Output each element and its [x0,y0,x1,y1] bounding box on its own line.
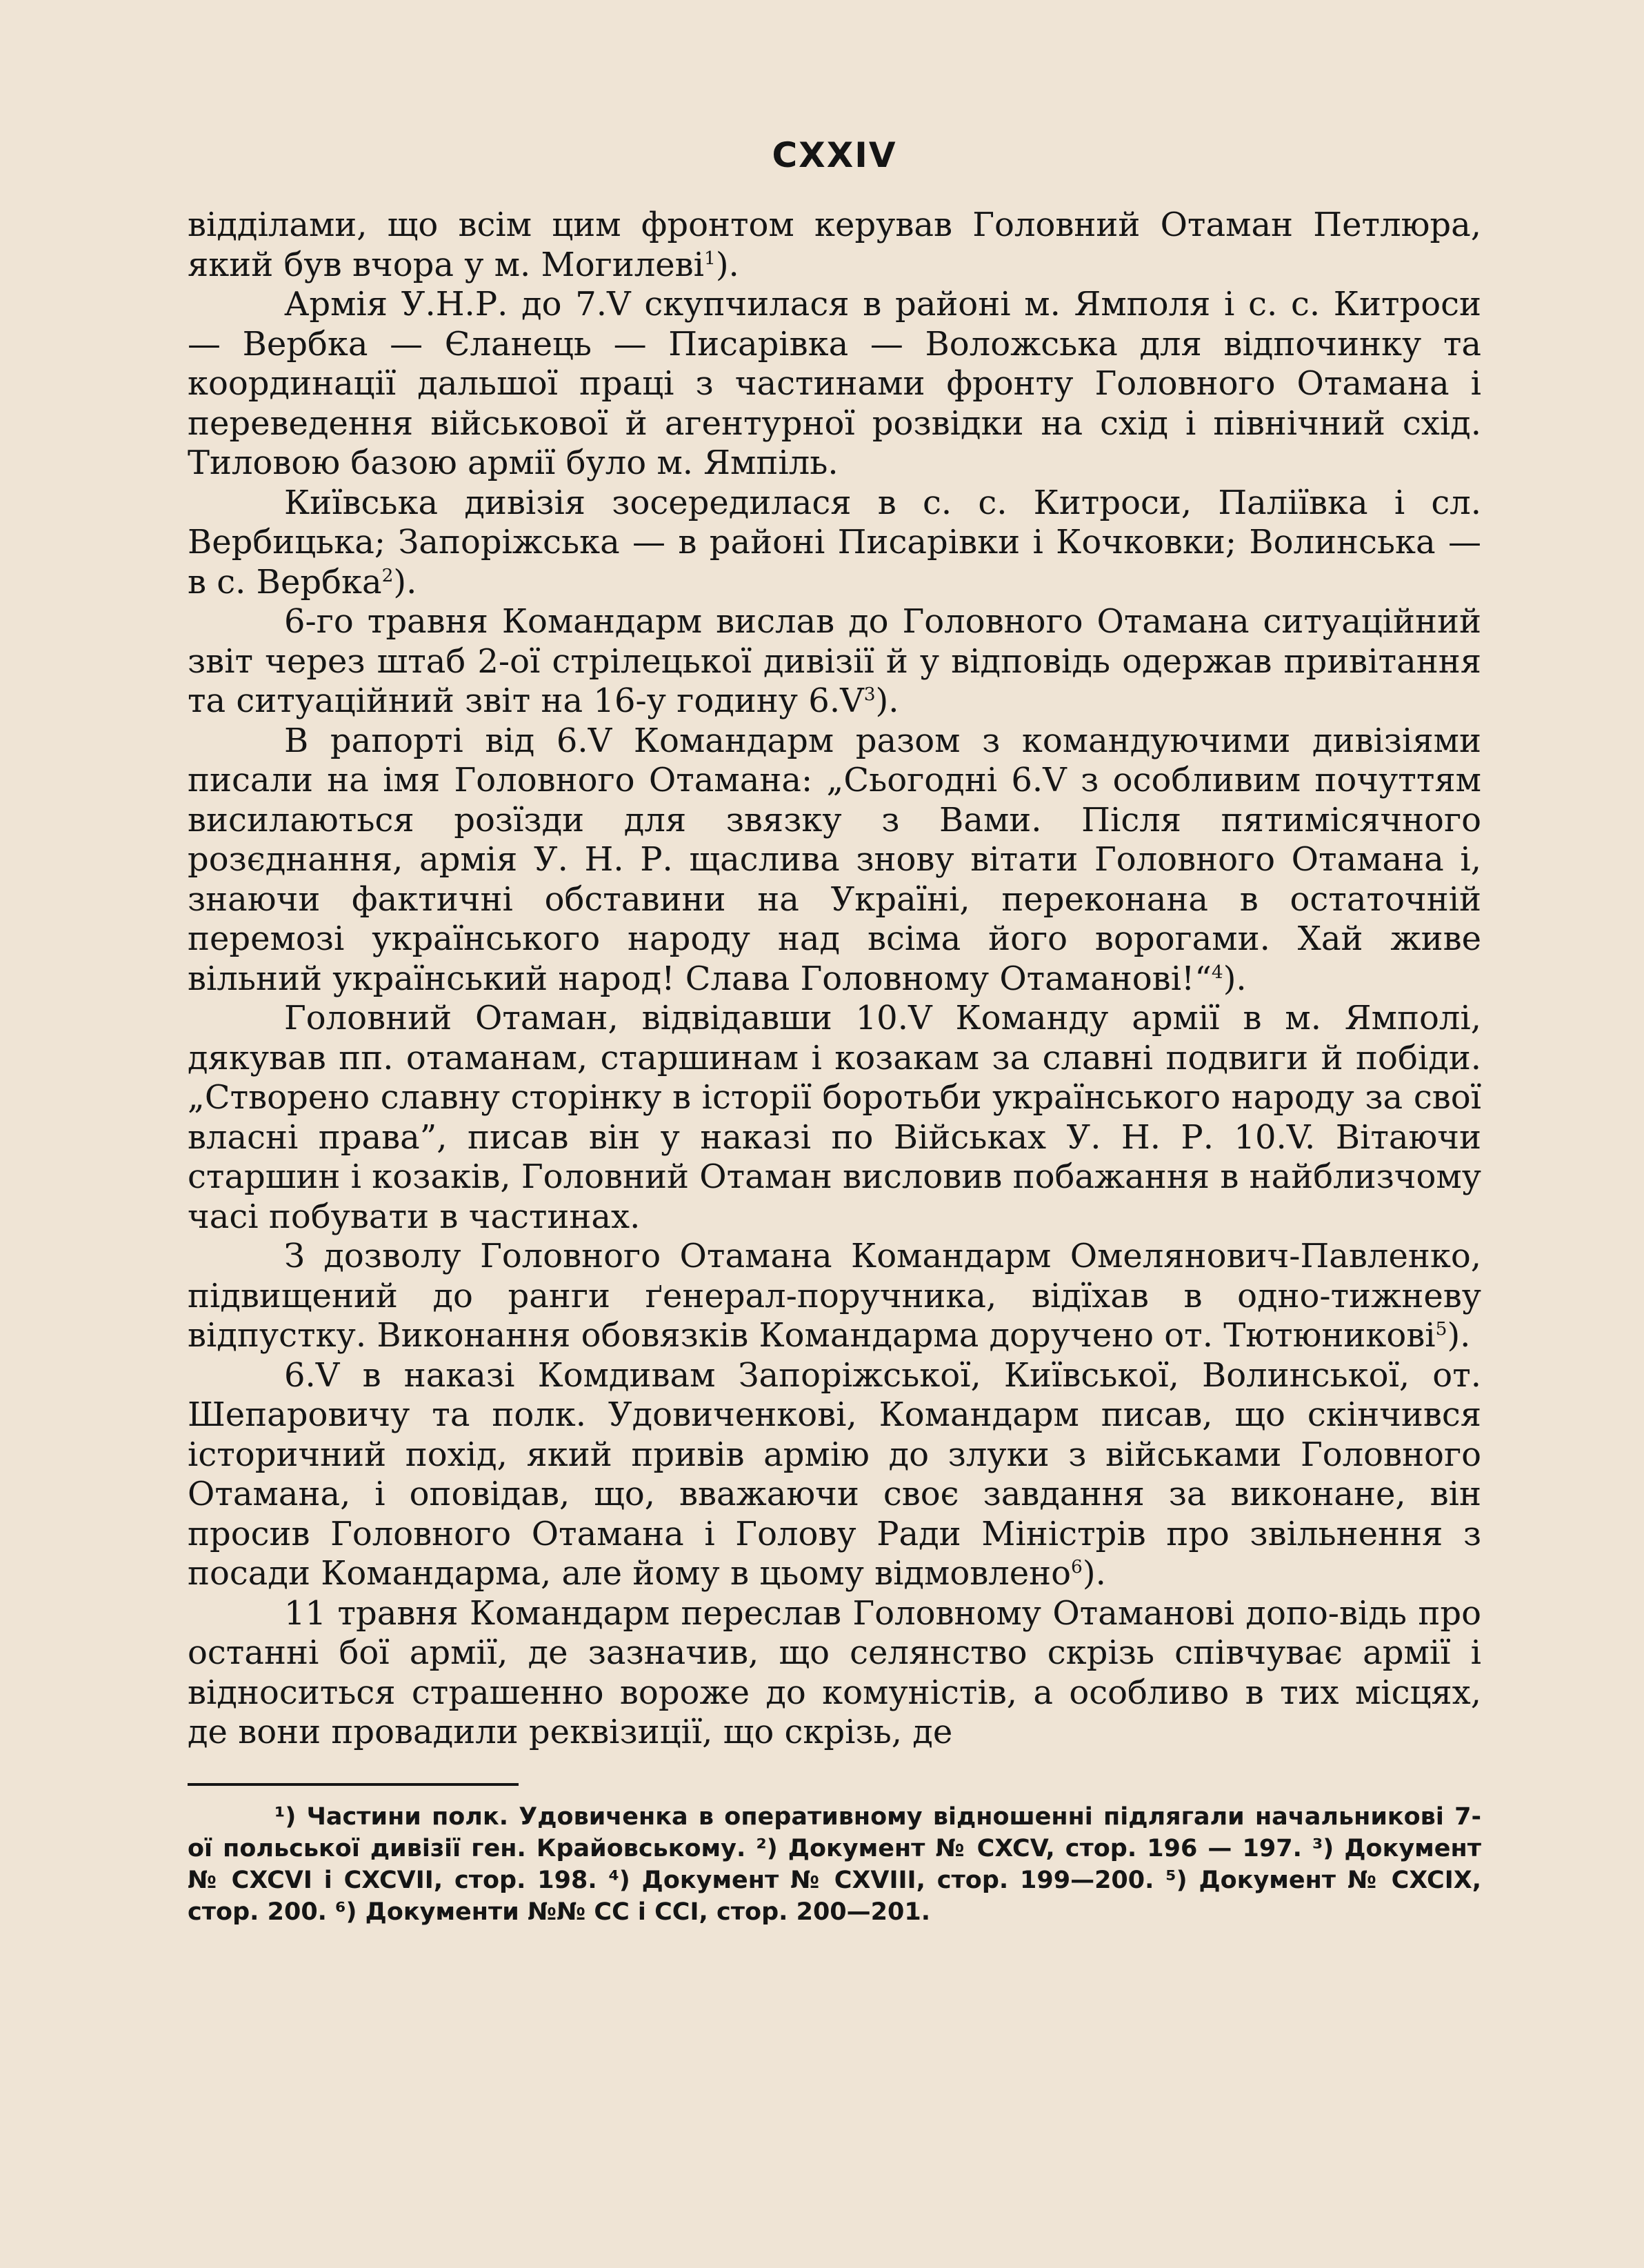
page-number: CXXIV [772,135,897,175]
footnote-ref: 6 [1071,1556,1083,1578]
paragraph: В рапорті від 6.V Командарм разом з командуючими дивізіями писали на імя Головного Отамана: „Сьогодні 6.V з особливим почуттям висилаються розїзди для звязку з Вами. Після пятимісячного розєднання, армія У. Н. Р. щаслива знову вітати Головного Отамана і, знаючи фактичні обставини на Україні, переконана в остаточній перемозі українського народу над всіма його ворогами. Хай живе вільний український народ! Слава Головному Отаманові!“$^4$). [188,721,1481,998]
document-page [188,135,1481,1928]
footnote-ref: 3 [863,684,876,705]
paragraph: 6-го травня Командарм вислав до Головного Отамана ситуаційний звіт через штаб 2-ої стрілецької дивізії й у відповідь одержав привітання та ситуаційний звіт на 16-у годину $6.V^3$). [188,602,1481,720]
footnotes-text: ¹) Частини полк. Удовиченка в оперативному відношенні підлягали начальникові 7-ої польської дивізії ген. Крайовському. ²) Документ № CXCV, стор. 196 — 197. ³) Документ № CXCVI і CXCVII, стор. 198. ⁴) Документ № CXVIII, стор. 199—200. ⁵) Документ № CXCIX, стор. 200. ⁶) Документи №№ CC і CCI, стор. 200—201. [188,1802,1481,1926]
footnote-divider [188,1783,519,1786]
paragraph: Київська дивізія зосередилася в с. с. Китроси, Паліївка і сл. Вербицька; Запоріжська — в районі Писарівки і Кочковки; Волинська — в с. Вербка$^2$). [188,483,1481,601]
paragraph: 6.V в наказі Комдивам Запоріжської, Київської, Волинської, от. Шепаровичу та полк. Удовиченкові, Командарм писав, що скінчився історичний похід, який привів армію до злуки з військами Головного Отамана, і оповідав, що, вважаючи своє завдання за виконане, він просив Головного Отамана і Голову Ради Міністрів про звільнення з посади Командарма, але йому в цьому відмовлено$^6$). [188,1355,1481,1593]
footnote-ref: 1 [704,247,716,269]
body-text [188,206,1481,1753]
paragraph: Головний Отаман, відвідавши 10.V Команду армії в м. Ямполі, дякував пп. отаманам, старшинам і козакам за славні подвиги й побіди. „Створено славну сторінку в історії боротьби українського народу за свої власні права”, писав він у наказі по Військах У. Н. Р. 10.V. Вітаючи старшин і козаків, Головний Отаман висловив побажання в найблизчому часі побувати в частинах. [188,999,1481,1236]
footnote-ref: 5 [1435,1318,1447,1340]
paragraph: Армія У.Н.Р. до 7.V скупчилася в районі м. Ямполя і с. с. Китроси — Вербка — Єланець — Писарівка — Воложська для відпочинку та координації дальшої праці з частинами фронту Головного Отамана і переведення військової й агентурної розвідки на схід і північний схід. Тиловою базою армії було м. Ямпіль. [188,285,1481,482]
paragraph: З дозволу Головного Отамана Командарм Омелянович-Павленко, підвищений до ранги ґенерал-поручника, відїхав в одно-тижневу відпустку. Виконання обовязків Командарма доручено от. Тютюникові$^5$). [188,1237,1481,1355]
paragraph: 11 травня Командарм переслав Головному Отаманові допо-відь про останні бої армії, де зазначив, що селянство скрізь співчуває армії і відноситься страшенно вороже до комуністів, а особливо в тих місцях, де вони провадили реквізиції, що скрізь, де [188,1593,1481,1751]
footnotes [188,1801,1481,1928]
paragraph: відділами, що всім цим фронтом керував Головний Отаман Петлюра, який був вчора у м. Могилеві$^1$). [188,206,1481,284]
footnote-ref: 4 [1211,961,1223,983]
footnote-ref: 2 [381,564,394,586]
